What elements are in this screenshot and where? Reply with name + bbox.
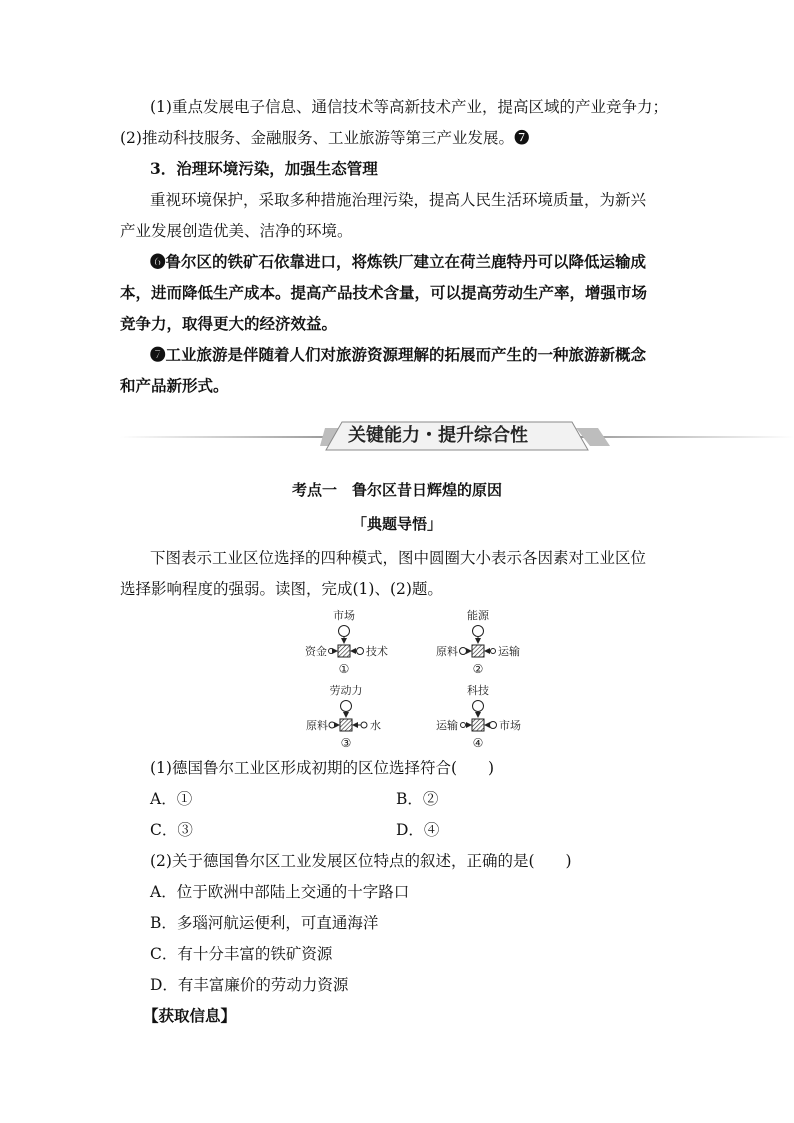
location-mode-diagram (290, 603, 540, 753)
note-6-b: 本，进而降低生产成本。提高产品技术含量，可以提高劳动生产率，增强市场 (120, 283, 648, 302)
q1-option-d[interactable]: D．④ (396, 821, 440, 839)
mode-3 (306, 683, 381, 750)
q1-option-b[interactable]: B．② (396, 790, 439, 808)
mode-2 (436, 608, 520, 676)
mode-4 (436, 683, 521, 750)
q2-option-b[interactable]: B．多瑙河航运便利，可直通海洋 (150, 914, 379, 932)
note-6-c: 竞争力，取得更大的经济效益。 (120, 314, 338, 333)
mode-1-right-label: 技术 (366, 645, 388, 658)
mode-3-left-label: 原料 (306, 719, 328, 732)
q2-stem: (2)关于德国鲁尔区工业发展区位特点的叙述，正确的是( ) (150, 852, 572, 870)
mode-1-number: ① (338, 662, 350, 676)
q2-option-d[interactable]: D．有丰富廉价的劳动力资源 (150, 976, 349, 994)
mode-3-top-label: 劳动力 (329, 684, 363, 697)
mode-2-left-label: 原料 (436, 645, 458, 658)
q1-option-a[interactable]: A．① (150, 790, 193, 808)
mode-2-right-label: 运输 (498, 645, 520, 658)
q1-stem: (1)德国鲁尔工业区形成初期的区位选择符合( ) (150, 759, 495, 777)
huoqu-heading: 【获取信息】 (143, 1006, 237, 1025)
daoti-heading: 「典题导悟」 (351, 515, 442, 533)
mode-4-right-label: 市场 (499, 719, 521, 732)
intro-a: 下图表示工业区位选择的四种模式，图中圆圈大小表示各因素对工业区位 (150, 549, 647, 567)
mode-1-top-label: 市场 (333, 609, 355, 622)
mode-4-number: ④ (472, 736, 484, 750)
mode-1-left-label: 资金 (305, 645, 327, 658)
mode-4-left-label: 运输 (436, 719, 458, 732)
mode-1 (305, 608, 388, 676)
mode-2-number: ② (472, 662, 484, 676)
mode-2-top-label: 能源 (467, 609, 489, 622)
q2-option-a[interactable]: A．位于欧洲中部陆上交通的十字路口 (150, 883, 410, 901)
mode-3-number: ③ (340, 736, 352, 750)
heading-3: 3．治理环境污染，加强生态管理 (150, 159, 378, 178)
note-6-a: ❻鲁尔区的铁矿石依靠进口，将炼铁厂建立在荷兰鹿特丹可以降低运输成 (150, 252, 647, 271)
para-2: (2)推动科技服务、金融服务、工业旅游等第三产业发展。❼ (120, 129, 530, 147)
note-7-a: ❼工业旅游是伴随着人们对旅游资源理解的拓展而产生的一种旅游新概念 (150, 345, 647, 364)
mode-4-top-label: 科技 (467, 684, 489, 697)
mode-3-right-label: 水 (370, 719, 381, 732)
banner-title: 关键能力・提升综合性 (348, 425, 528, 446)
kaodian-title: 考点一 鲁尔区昔日辉煌的原因 (291, 481, 502, 499)
para-3-b: 产业发展创造优美、洁净的环境。 (120, 222, 353, 240)
q2-option-c[interactable]: C．有十分丰富的铁矿资源 (150, 945, 333, 963)
intro-b: 选择影响程度的强弱。读图，完成(1)、(2)题。 (120, 580, 443, 598)
note-7-b: 和产品新形式。 (120, 376, 229, 395)
para-1: (1)重点发展电子信息、通信技术等高新技术产业，提高区域的产业竞争力； (150, 98, 668, 116)
para-3-a: 重视环境保护，采取多种措施治理污染，提高人民生活环境质量，为新兴 (150, 191, 647, 209)
q1-option-c[interactable]: C．③ (150, 821, 193, 839)
